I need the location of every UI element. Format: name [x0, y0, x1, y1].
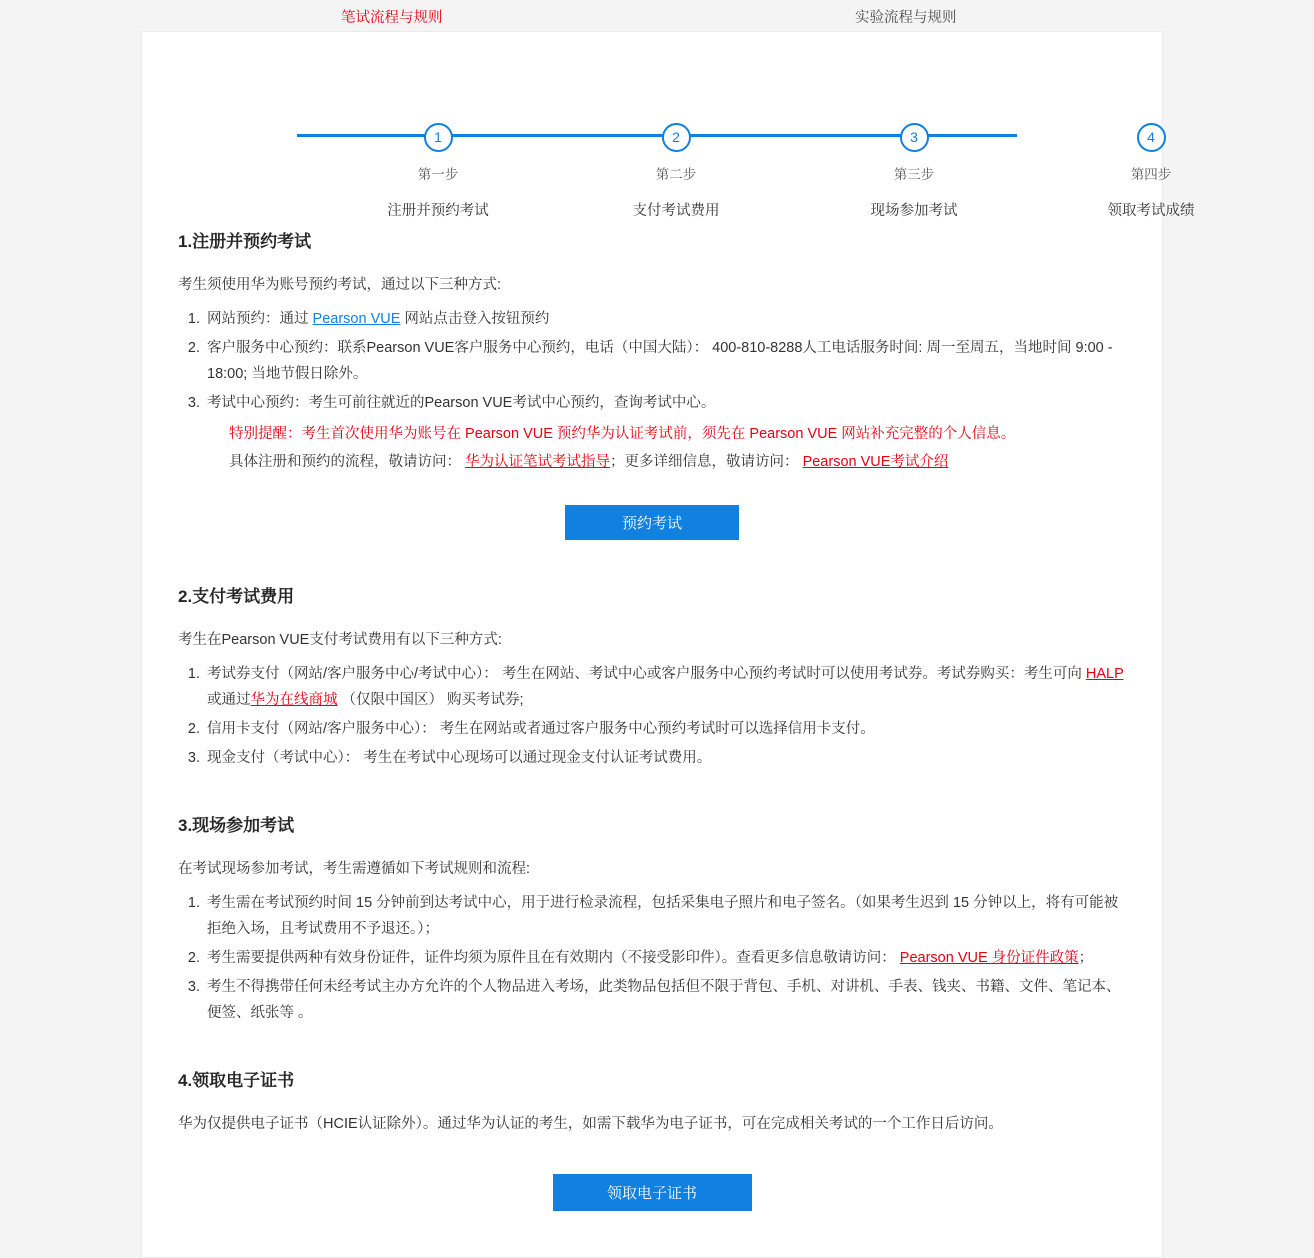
- pearson-vue-exam-intro-link[interactable]: Pearson VUE考试介绍: [802, 454, 949, 470]
- step-4: [1051, 83, 1251, 220]
- step-2-circle: 2: [662, 123, 691, 152]
- s1-item1-post: 网站点击登入按钮预约: [400, 311, 550, 327]
- tab-lab-exam[interactable]: 实验流程与规则: [855, 10, 957, 26]
- step-2-name: 第二步: [655, 167, 697, 182]
- get-e-certificate-button[interactable]: 领取电子证书: [553, 1174, 752, 1211]
- tab-bar: [0, 0, 1314, 31]
- content-card: [141, 31, 1195, 1258]
- section-3-intro: 在考试现场参加考试，考生需遵循如下考试规则和流程:: [178, 861, 531, 877]
- section-4-title: 4.领取电子证书: [178, 1071, 295, 1090]
- section-1-detail-line: [229, 449, 1126, 475]
- section-2-list: [178, 661, 1126, 771]
- section-1-intro: 考生须使用华为账号预约考试，通过以下三种方式:: [178, 277, 502, 293]
- halp-link[interactable]: HALP: [1085, 666, 1124, 682]
- step-4-name: 第四步: [1130, 167, 1172, 182]
- section-2-intro: 考生在Pearson VUE支付考试费用有以下三种方式:: [178, 632, 502, 648]
- progress-stepper: [142, 83, 1195, 219]
- tab-written-exam[interactable]: 笔试流程与规则: [341, 10, 443, 26]
- list-item: [204, 945, 1126, 971]
- s1-item3-text: 考试中心预约：考生可前往就近的Pearson VUE考试中心预约，查询考试中心。: [207, 395, 716, 411]
- huawei-written-exam-guide-link[interactable]: 华为认证笔试考试指导: [465, 454, 611, 470]
- step-2-desc: 支付考试费用: [632, 203, 720, 219]
- pearson-vue-link[interactable]: Pearson VUE: [312, 311, 401, 327]
- section-1-title: 1.注册并预约考试: [178, 232, 312, 251]
- step-4-circle: 4: [1137, 123, 1166, 152]
- step-1-desc: 注册并预约考试: [387, 203, 489, 219]
- step-1-circle: 1: [424, 123, 453, 152]
- step-1: [338, 83, 538, 220]
- huawei-online-store-link[interactable]: 华为在线商城: [250, 692, 338, 708]
- step-4-desc: 领取考试成绩: [1107, 203, 1195, 219]
- pearson-vue-id-policy-link[interactable]: Pearson VUE 身份证件政策: [899, 950, 1079, 966]
- step-2: [576, 83, 776, 220]
- step-3-name: 第三步: [893, 167, 935, 182]
- section-3-list: [178, 890, 1126, 1026]
- step-3-desc: 现场参加考试: [870, 203, 958, 219]
- step-3: [814, 83, 1014, 220]
- section-4-button-wrap: [178, 1174, 1126, 1211]
- step-3-circle: 3: [900, 123, 929, 152]
- section-1-button-wrap: [178, 505, 1126, 540]
- book-exam-button[interactable]: 预约考试: [565, 505, 739, 540]
- list-item: [204, 661, 1126, 713]
- s2-item1-mid: 或通过: [207, 692, 251, 708]
- s3-item2-post: ；: [1078, 950, 1094, 966]
- list-item: [204, 306, 1126, 332]
- step-1-name: 第一步: [417, 167, 459, 182]
- s1-detail-pre: 具体注册和预约的流程，敬请访问：: [229, 454, 466, 470]
- list-item: 2. 信用卡支付（网站/客户服务中心）： 考生在网站或者通过客户服务中心预约考试时可以选择信用卡支付。: [204, 716, 1126, 742]
- section-1-list: [178, 306, 1126, 475]
- list-item: 1. 考生需在考试预约时间 15 分钟前到达考试中心，用于进行检录流程，包括采集电子照片和电子签名。（如果考生迟到 15 分钟以上，将有可能被拒绝入场，且考试费用不予退还。）；: [204, 890, 1126, 942]
- s2-item1-post: （仅限中国区） 购买考试券;: [337, 692, 524, 708]
- bottom-spacer: [178, 1211, 1126, 1257]
- s3-item2-pre: 考生需要提供两种有效身份证件，证件均须为原件且在有效期内（不接受影印件）。查看更多信息敬请访问：: [207, 950, 900, 966]
- list-item: 3. 现金支付（考试中心）： 考生在考试中心现场可以通过现金支付认证考试费用。: [204, 745, 1126, 771]
- s2-item1-pre: 考试券支付（网站/客户服务中心/考试中心）： 考生在网站、考试中心或客户服务中心预约考试时可以使用考试券。考试券购买：考生可向: [207, 666, 1086, 682]
- list-item: 3. 考生不得携带任何未经考试主办方允许的个人物品进入考场，此类物品包括但不限于背包、手机、对讲机、手表、钱夹、书籍、文件、笔记本、便签、纸张等 。: [204, 974, 1126, 1026]
- s1-item1-pre: 网站预约：通过: [207, 311, 313, 327]
- section-1-notice: 特别提醒：考生首次使用华为账号在 Pearson VUE 预约华为认证考试前，须先在 Pearson VUE 网站补充完整的个人信息。: [229, 426, 1016, 442]
- section-2-title: 2.支付考试费用: [178, 587, 295, 606]
- list-item: 2. 客户服务中心预约：联系Pearson VUE客户服务中心预约，电话（中国大陆）： 400-810-8288人工电话服务时间: 周一至周五，当地时间 9:00 - 18:00; 当地节假日除外。: [204, 335, 1126, 387]
- list-item: [204, 390, 1126, 475]
- s1-detail-mid: ；更多详细信息，敬请访问：: [610, 454, 803, 470]
- section-3-title: 3.现场参加考试: [178, 816, 295, 835]
- section-4-para: 华为仅提供电子证书（HCIE认证除外）。通过华为认证的考生，如需下载华为电子证书，可在完成相关考试的一个工作日后访问。: [178, 1116, 1003, 1132]
